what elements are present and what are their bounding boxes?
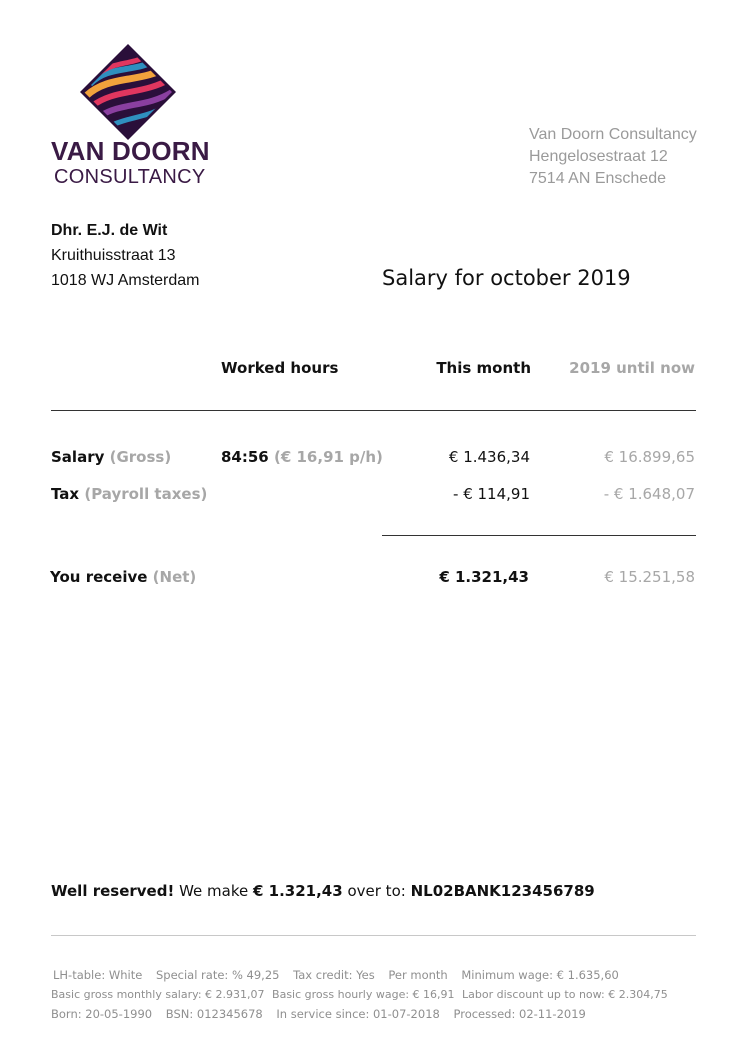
salary-sublabel: (Gross) (109, 448, 172, 466)
salary-hours: 84:56 (221, 448, 269, 466)
company-city: 7514 AN Enschede (529, 170, 666, 187)
net-sublabel: (Net) (152, 568, 197, 586)
net-label: You receive (50, 568, 148, 586)
footer-special-rate: Special rate: % 49,25 (155, 968, 280, 982)
page-title: Salary for october 2019 (382, 266, 631, 290)
recipient-street: Kruithuisstraat 13 (51, 247, 176, 264)
company-street: Hengelosestraat 12 (529, 148, 668, 165)
salary-hours-cell (221, 448, 383, 466)
salary-ytd: € 16.899,65 (604, 448, 695, 466)
tax-row-label (51, 485, 207, 503)
footer-monthly-salary: Basic gross monthly salary: € 2.931,07 (51, 988, 265, 1001)
net-row-label (50, 568, 196, 586)
transfer-greeting: Well reserved! (51, 882, 175, 900)
footer-line-1 (53, 968, 629, 982)
recipient-city: 1018 WJ Amsterdam (51, 272, 200, 289)
footer-in-service: In service since: 01-07-2018 (276, 1007, 440, 1021)
column-header-ytd: 2019 until now (569, 359, 695, 377)
footer-bsn: BSN: 012345678 (165, 1007, 263, 1021)
tax-month: - € 114,91 (453, 485, 530, 503)
transfer-iban: NL02BANK123456789 (410, 882, 595, 900)
recipient-name: Dhr. E.J. de Wit (51, 222, 168, 239)
column-header-month: This month (436, 359, 531, 377)
tax-label: Tax (51, 485, 80, 503)
salary-row-label (51, 448, 171, 466)
logo-mark (80, 44, 176, 140)
header-divider (51, 410, 696, 411)
transfer-text-1: We make (179, 882, 249, 900)
footer-hourly-wage: Basic gross hourly wage: € 16,91 (272, 988, 455, 1001)
footer-minimum-wage: Minimum wage: € 1.635,60 (461, 968, 619, 982)
salary-label: Salary (51, 448, 105, 466)
net-month: € 1.321,43 (439, 568, 529, 586)
footer-born: Born: 20-05-1990 (51, 1007, 153, 1021)
transfer-text-2: over to: (347, 882, 406, 900)
company-name: Van Doorn Consultancy (529, 126, 697, 143)
footer-divider (51, 935, 696, 936)
salary-hourly-rate: (€ 16,91 p/h) (273, 448, 383, 466)
logo-text-primary: VAN DOORN (51, 136, 210, 166)
tax-sublabel: (Payroll taxes) (84, 485, 208, 503)
footer-line-3 (51, 1007, 596, 1021)
logo-text-secondary: CONSULTANCY (54, 166, 206, 188)
footer-period: Per month (388, 968, 448, 982)
footer-labor-discount: Labor discount up to now: € 2.304,75 (462, 988, 668, 1001)
footer-line-2 (51, 988, 668, 1001)
column-header-hours: Worked hours (221, 359, 339, 377)
salary-month: € 1.436,34 (448, 448, 530, 466)
footer-lh-table: LH-table: White (53, 968, 143, 982)
footer-processed: Processed: 02-11-2019 (453, 1007, 586, 1021)
transfer-notice (51, 882, 595, 900)
transfer-amount: € 1.321,43 (253, 882, 343, 900)
tax-ytd: - € 1.648,07 (603, 485, 695, 503)
net-ytd: € 15.251,58 (604, 568, 695, 586)
subtotal-divider (382, 535, 696, 536)
footer-tax-credit: Tax credit: Yes (293, 968, 375, 982)
